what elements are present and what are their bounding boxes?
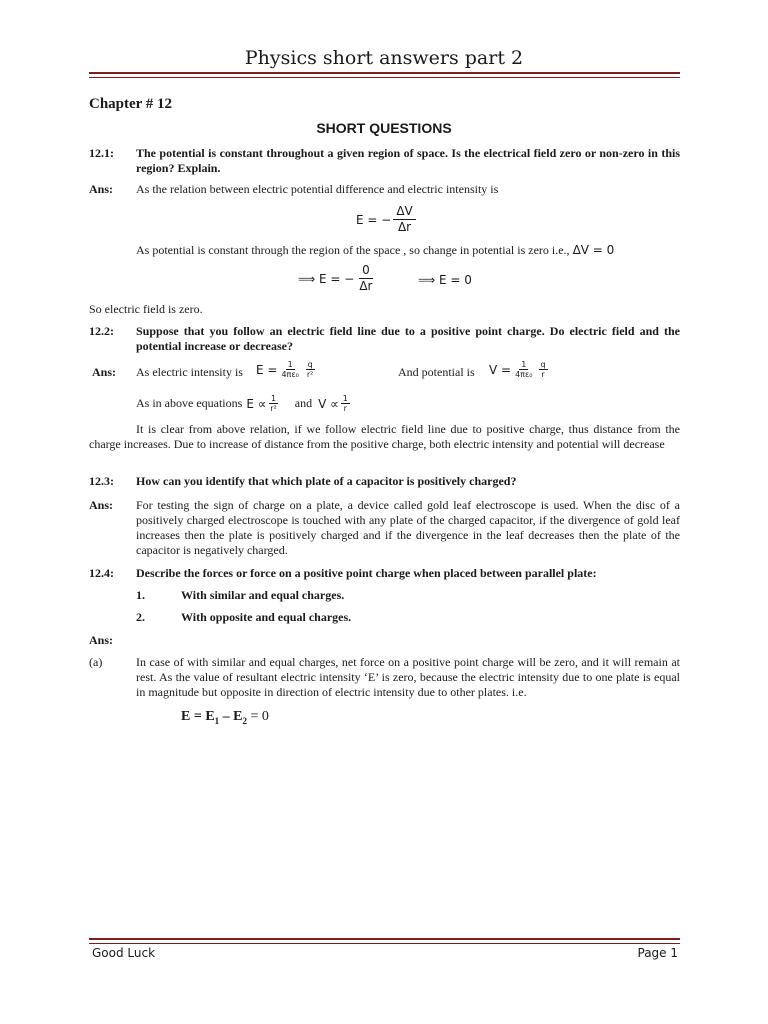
answer-text-part: As potential is constant through the region of the space , so change in potential is zero i.e., <box>136 243 570 257</box>
section-title: SHORT QUESTIONS <box>316 120 452 136</box>
subscript: 2 <box>242 715 247 726</box>
fraction-denominator: 4πε₀ <box>281 370 299 379</box>
question-number: 12.3: <box>89 474 114 488</box>
inverse-fraction <box>341 394 350 413</box>
question-text: The potential is constant throughout a given region of space. Is the electrical field zero or non-zero in this region? Explain. <box>136 146 680 175</box>
proportional-v: V ∝ <box>318 396 339 411</box>
equation-part: – E <box>219 709 243 724</box>
fraction-numerator: 1 <box>270 394 277 403</box>
equation-lhs: E = <box>256 362 278 377</box>
fraction-numerator: ΔV <box>393 204 415 220</box>
header-rule <box>89 72 680 78</box>
answer-text-part: As in above equations <box>136 396 243 410</box>
answer-label: Ans: <box>89 633 114 647</box>
equation-fraction <box>356 263 375 294</box>
list-item-number: 2. <box>136 610 145 624</box>
fraction-denominator: Δr <box>359 279 373 293</box>
conjunction: and <box>294 396 313 410</box>
fraction-denominator: r² <box>306 370 314 379</box>
equation-electric-intensity <box>256 360 317 379</box>
conclusion-text: So electric field is zero. <box>89 302 203 316</box>
question-number: 12.1: <box>89 146 114 160</box>
equation-lhs: V = <box>489 362 512 377</box>
footer-rule <box>89 938 680 944</box>
equation-fraction <box>393 204 415 235</box>
net-intensity-equation <box>181 709 269 726</box>
fraction-denominator: 4πε₀ <box>515 370 533 379</box>
part-label: (a) <box>89 655 103 669</box>
fraction-denominator: r <box>541 370 545 379</box>
page-number: Page 1 <box>637 946 678 960</box>
question-number: 12.4: <box>89 566 114 580</box>
charge-fraction <box>539 360 548 379</box>
equation-lhs: E = − <box>356 212 392 227</box>
answer-paragraph: For testing the sign of charge on a plate, a device called gold leaf electroscope is used. When the disc of a positively charged electroscope is touched with any plate of the charged capacitor, if the divergence of gold leaf increases then the plate is positively charged and if the divergence in the leaf decreases then the plate of the capacitor is negatively charged. <box>136 498 680 557</box>
answer-label: Ans: <box>89 498 114 512</box>
list-item-text: With opposite and equal charges. <box>181 610 352 624</box>
answer-text <box>136 243 614 258</box>
fraction-denominator: Δr <box>397 220 412 234</box>
page-header-title: Physics short answers part 2 <box>244 47 524 69</box>
fraction-numerator: 1 <box>521 360 527 369</box>
fraction-denominator: r² <box>270 404 277 413</box>
footer-left-text: Good Luck <box>92 946 156 960</box>
equation-potential <box>489 360 550 379</box>
question-text: Describe the forces or force on a positive point charge when placed between parallel plate: <box>136 566 597 580</box>
inline-math: ΔV = 0 <box>572 243 615 257</box>
fraction-numerator: 1 <box>287 360 293 369</box>
equation-result: ⟹ E = 0 <box>418 273 472 287</box>
equation-part: E = E <box>181 709 215 724</box>
fraction-numerator: 1 <box>342 394 348 403</box>
fraction-numerator: q <box>540 360 546 369</box>
equation-e-gradient <box>356 204 418 235</box>
list-item-text: With similar and equal charges. <box>181 588 345 602</box>
fraction-numerator: 0 <box>359 263 373 279</box>
explanation-paragraph: It is clear from above relation, if we follow electric field line due to positive charge, thus distance from the charge increases. Due to increase of distance from the positive charge, both electric intensity and potential will decrease <box>89 422 680 451</box>
answer-label: Ans: <box>92 365 117 379</box>
fraction-denominator: r <box>343 404 347 413</box>
constant-fraction <box>513 360 534 379</box>
charge-fraction <box>305 360 316 379</box>
chapter-heading: Chapter # 12 <box>89 96 173 112</box>
equation-part: = 0 <box>247 709 269 724</box>
question-text: How can you identify that which plate of a capacitor is positively charged? <box>136 474 517 488</box>
answer-paragraph: In case of with similar and equal charges, net force on a positive point charge will be zero, and it will remain at rest. As the value of resultant electric intensity ‘E’ is zero, because the electric intensity due to one plate is equal in magnitude but opposite in direction of electric intensity due to other plates. i.e. <box>136 655 680 699</box>
equation-lhs: ⟹ E = − <box>298 271 355 286</box>
answer-text: As electric intensity is <box>136 365 243 379</box>
fraction-numerator: q <box>307 360 313 369</box>
proportionality-line <box>136 394 352 413</box>
answer-label: Ans: <box>89 182 114 196</box>
proportional-e: E ∝ <box>246 396 267 411</box>
equation-e-zero <box>298 263 378 294</box>
inverse-square-fraction <box>268 394 279 413</box>
answer-text: As the relation between electric potential difference and electric intensity is <box>136 182 499 196</box>
question-number: 12.2: <box>89 324 114 338</box>
question-text: Suppose that you follow an electric field line due to a positive point charge. Do electric field and the potential increase or decrease? <box>136 324 680 353</box>
constant-fraction <box>279 360 300 379</box>
subscript: 1 <box>214 715 220 726</box>
list-item-number: 1. <box>136 588 145 602</box>
answer-text: And potential is <box>398 365 475 379</box>
